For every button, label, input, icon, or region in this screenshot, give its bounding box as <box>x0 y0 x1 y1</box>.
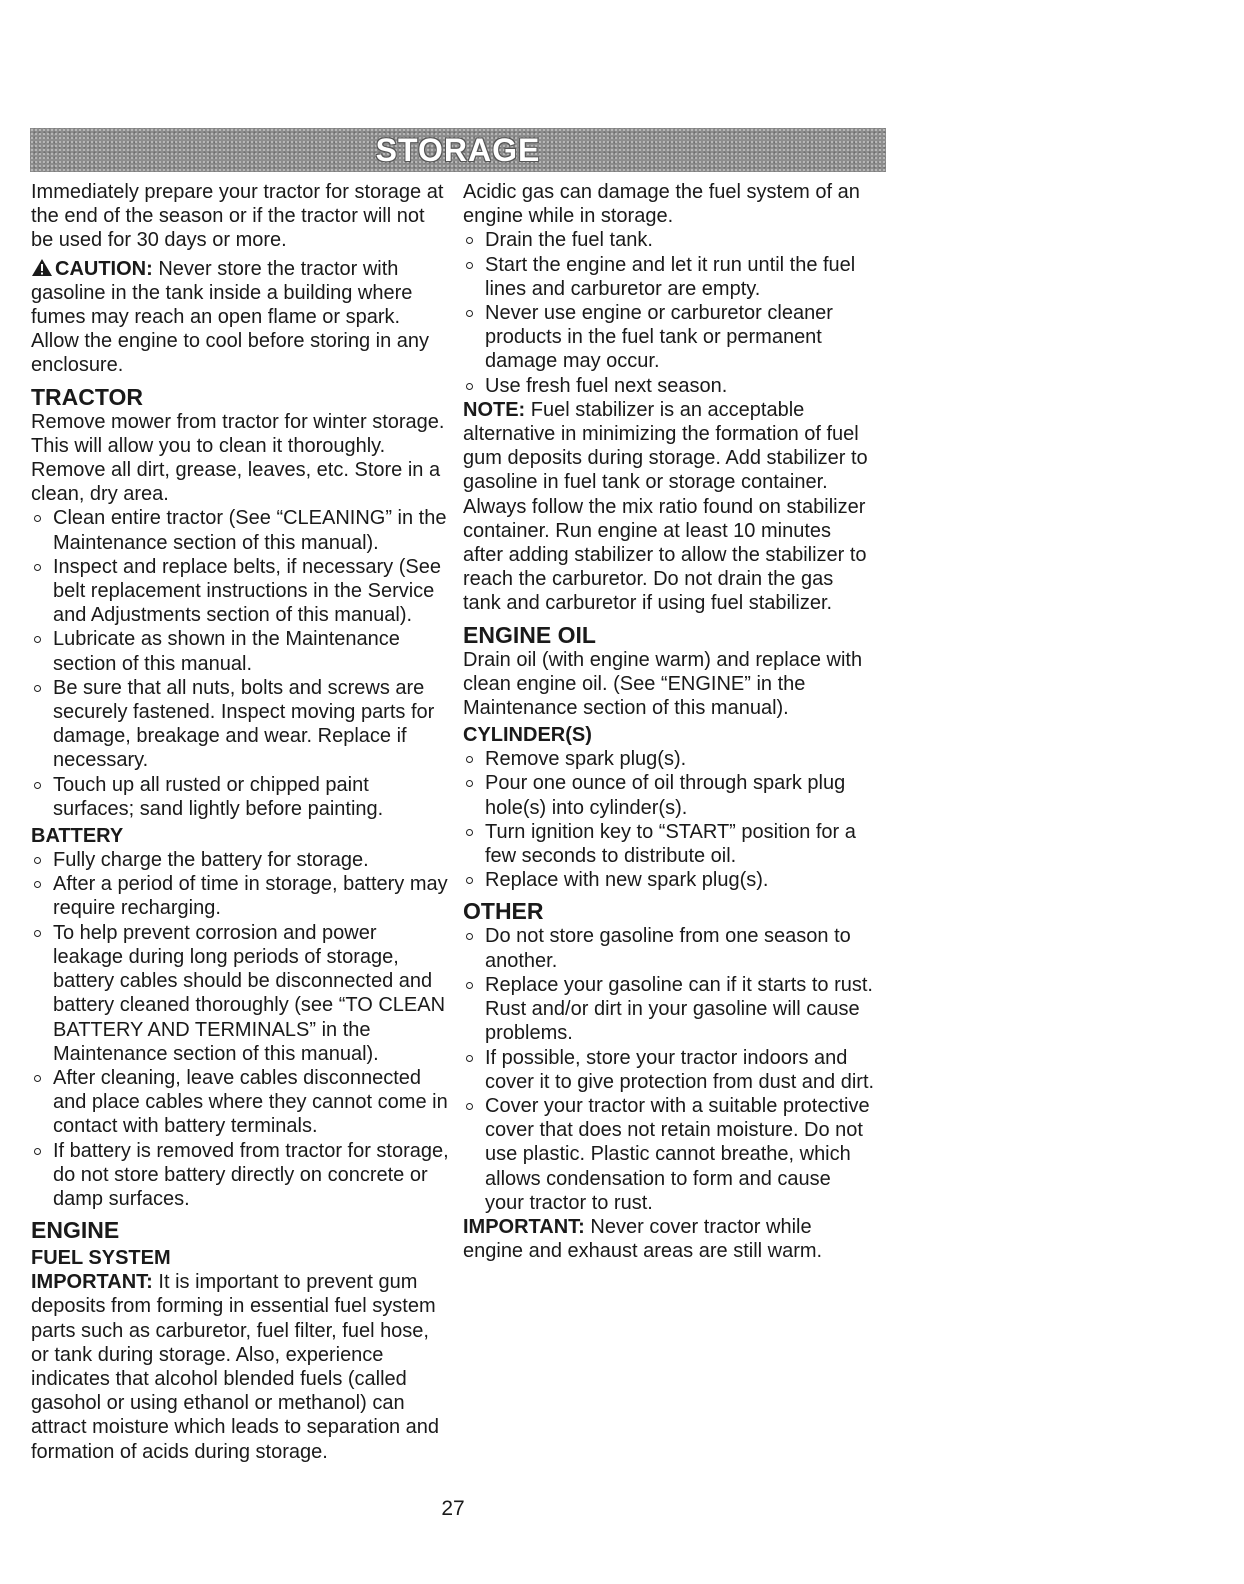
list-item: Replace your gasoline can if it starts to rust. Rust and/or dirt in your gasoline will cause problems. <box>463 973 875 1046</box>
list-item: Touch up all rusted or chipped paint surfaces; sand lightly before painting. <box>31 773 451 821</box>
other-list <box>463 924 875 1214</box>
note-label: NOTE: <box>463 398 526 421</box>
engine-heading: ENGINE <box>31 1217 120 1244</box>
battery-list <box>31 848 451 1211</box>
list-item: Drain the fuel tank. <box>463 228 875 252</box>
list-item: Clean entire tractor (See “CLEANING” in the Maintenance section of this manual). <box>31 506 451 554</box>
fuel-list <box>463 228 875 397</box>
tractor-heading: TRACTOR <box>31 383 144 410</box>
list-item: Start the engine and let it run until the fuel lines and carburetor are empty. <box>463 253 875 301</box>
warning-triangle-icon <box>31 258 53 277</box>
list-item: Be sure that all nuts, bolts and screws are securely fastened. Inspect moving parts for damage, breakage and wear. Replace if necessary. <box>31 676 451 773</box>
cylinders-list <box>463 747 875 892</box>
caution-text: Never store the tractor with gasoline in the tank inside a building where fumes may reach an open flame or spark. Allow the engine to cool before storing in any enclosure. <box>31 257 430 377</box>
list-item: Cover your tractor with a suitable protective cover that does not retain moisture. Do not use plastic. Plastic cannot breathe, which allows condensation to form and cause your tractor to rust. <box>463 1094 875 1215</box>
caution-paragraph <box>31 257 451 378</box>
page-number: 27 <box>441 1497 465 1520</box>
banner-title: STORAGE <box>375 131 541 168</box>
list-item: Fully charge the battery for storage. <box>31 848 451 872</box>
important-text: Never cover tractor while engine and exhaust areas are still warm. <box>463 1215 823 1263</box>
left-column <box>31 180 451 1464</box>
fuel-important-paragraph <box>31 1270 451 1464</box>
other-heading: OTHER <box>463 898 544 925</box>
list-item: If possible, store your tractor indoors and cover it to give protection from dust and dirt. <box>463 1046 875 1094</box>
fuel-system-heading: FUEL SYSTEM <box>31 1247 171 1270</box>
list-item: To help prevent corrosion and power leakage during long periods of storage, battery cables should be disconnected and battery cleaned thoroughly (see “TO CLEAN BATTERY AND TERMINALS” in the Maintenance section of this manual). <box>31 921 451 1066</box>
caution-label: CAUTION: <box>55 257 153 280</box>
list-item: After cleaning, leave cables disconnected and place cables where they cannot come in contact with battery terminals. <box>31 1066 451 1139</box>
tractor-text: Remove mower from tractor for winter storage. This will allow you to clean it thoroughly. Remove all dirt, grease, leaves, etc. Store in a clean, dry area. <box>31 410 445 506</box>
other-important-paragraph <box>463 1215 875 1263</box>
list-item: Never use engine or carburetor cleaner products in the fuel tank or permanent damage may occur. <box>463 301 875 374</box>
list-item: Turn ignition key to “START” position for a few seconds to distribute oil. <box>463 820 875 868</box>
important-label: IMPORTANT: <box>463 1215 585 1238</box>
storage-banner <box>30 128 886 172</box>
battery-heading: BATTERY <box>31 825 124 848</box>
list-item: Lubricate as shown in the Maintenance section of this manual. <box>31 627 451 675</box>
note-paragraph <box>463 398 875 616</box>
list-item: Pour one ounce of oil through spark plug hole(s) into cylinder(s). <box>463 771 875 819</box>
intro-paragraph: Immediately prepare your tractor for storage at the end of the season or if the tractor will not be used for 30 days or more. <box>31 181 444 252</box>
list-item: Inspect and replace belts, if necessary (See belt replacement instructions in the Service and Adjustments section of this manual). <box>31 555 451 628</box>
acid-paragraph: Acidic gas can damage the fuel system of an engine while in storage. <box>463 181 860 228</box>
engine-oil-heading: ENGINE OIL <box>463 621 596 648</box>
cylinders-heading: CYLINDER(S) <box>463 724 592 747</box>
list-item: Replace with new spark plug(s). <box>463 868 875 892</box>
list-item: Do not store gasoline from one season to another. <box>463 924 875 972</box>
list-item: Use fresh fuel next season. <box>463 374 875 398</box>
right-column <box>463 180 875 1263</box>
list-item: After a period of time in storage, battery may require recharging. <box>31 872 451 920</box>
tractor-list <box>31 506 451 821</box>
list-item: Remove spark plug(s). <box>463 747 875 771</box>
list-item: If battery is removed from tractor for storage, do not store battery directly on concrete or damp surfaces. <box>31 1139 451 1212</box>
important-text: It is important to prevent gum deposits from forming in essential fuel system parts such as carburetor, fuel filter, fuel hose, or tank during storage. Also, experience indicates that alcohol blended fuels (called gasohol or using ethanol or methanol) can attract moisture which leads to separation and formation of acids during storage. <box>31 1271 439 1463</box>
important-label: IMPORTANT: <box>31 1271 153 1294</box>
engine-oil-text: Drain oil (with engine warm) and replace with clean engine oil. (See “ENGINE” in the Maintenance section of this manual). <box>463 648 863 720</box>
note-text: Fuel stabilizer is an acceptable alternative in minimizing the formation of fuel gum deposits during storage. Add stabilizer to gasoline in fuel tank or storage container. Always follow the mix ratio found on stabilizer container. Run engine at least 10 minutes after adding stabilizer to allow the stabilizer to reach the carburetor. Do not drain the gas tank and carburetor if using fuel stabilizer. <box>463 398 868 615</box>
